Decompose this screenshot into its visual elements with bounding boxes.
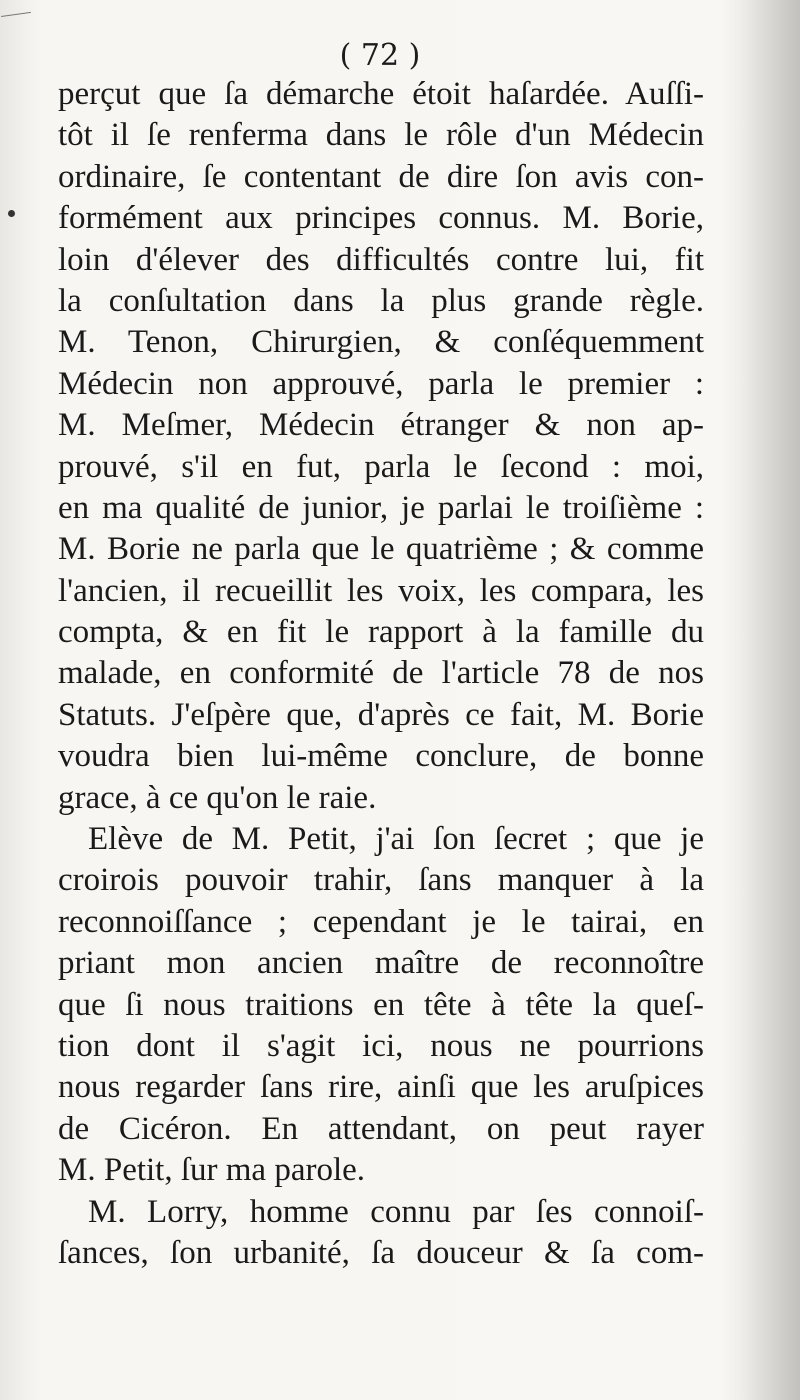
text-line: prouvé, s'il en fut, parla le ſecond : moi, xyxy=(58,448,704,485)
text-line: tion dont il s'agit ici, nous ne pourrions xyxy=(58,1027,704,1064)
text-line: formément aux principes connus. M. Borie, xyxy=(58,200,704,237)
text-line: M. Lorry, homme connu par ſes connoiſ- xyxy=(88,1193,704,1230)
text-line: M. Petit, ſur ma parole. xyxy=(58,1152,366,1189)
page-number: ( 72 ) xyxy=(339,38,421,73)
text-line: que ſi nous traitions en tête à tête la queſ- xyxy=(58,986,704,1023)
text-line: perçut que ſa démarche étoit haſardée. Auſſi- xyxy=(58,76,704,112)
text-line: priant mon ancien maître de reconnoître xyxy=(58,945,704,982)
text-line: grace, à ce qu'on le raie. xyxy=(58,779,377,816)
page-gutter-shadow xyxy=(740,0,800,1400)
text-line: en ma qualité de junior, je parlai le troiſième : xyxy=(58,489,704,526)
text-line: tôt il ſe renferma dans le rôle d'un Médecin xyxy=(58,117,704,154)
text-line: M. Tenon, Chirurgien, & conſéquemment xyxy=(58,324,704,361)
text-line: de Cicéron. En attendant, on peut rayer xyxy=(58,1110,704,1147)
text-line: voudra bien lui-même conclure, de bonne xyxy=(58,738,704,775)
text-line: malade, en conformité de l'article 78 de nos xyxy=(58,655,704,692)
body-text xyxy=(58,74,704,1274)
text-line: Statuts. J'eſpère que, d'après ce fait, M. Borie xyxy=(58,696,704,733)
corner-pencil-mark xyxy=(0,0,31,17)
text-line: Elève de M. Petit, j'ai ſon ſecret ; que je xyxy=(88,821,704,858)
text-line: Médecin non approuvé, parla le premier : xyxy=(58,365,704,402)
margin-ink-dot xyxy=(8,210,15,217)
text-line: ordinaire, ſe contentant de dire ſon avis con- xyxy=(58,158,704,195)
text-line: compta, & en fit le rapport à la famille du xyxy=(58,614,704,651)
text-line: loin d'élever des difficultés contre lui, fit xyxy=(58,241,704,278)
text-line: la conſultation dans la plus grande règle. xyxy=(58,282,704,319)
text-line: M. Borie ne parla que le quatrième ; & comme xyxy=(58,531,704,568)
text-line: croirois pouvoir trahir, ſans manquer à la xyxy=(58,862,704,899)
text-line: M. Meſmer, Médecin étranger & non ap- xyxy=(58,407,704,444)
text-line: ſances, ſon urbanité, ſa douceur & ſa com- xyxy=(58,1234,704,1271)
text-line: reconnoiſſance ; cependant je le tairai, en xyxy=(58,903,704,940)
text-line: l'ancien, il recueillit les voix, les compara, les xyxy=(58,572,704,609)
text-line: nous regarder ſans rire, ainſi que les aruſpices xyxy=(58,1069,704,1106)
